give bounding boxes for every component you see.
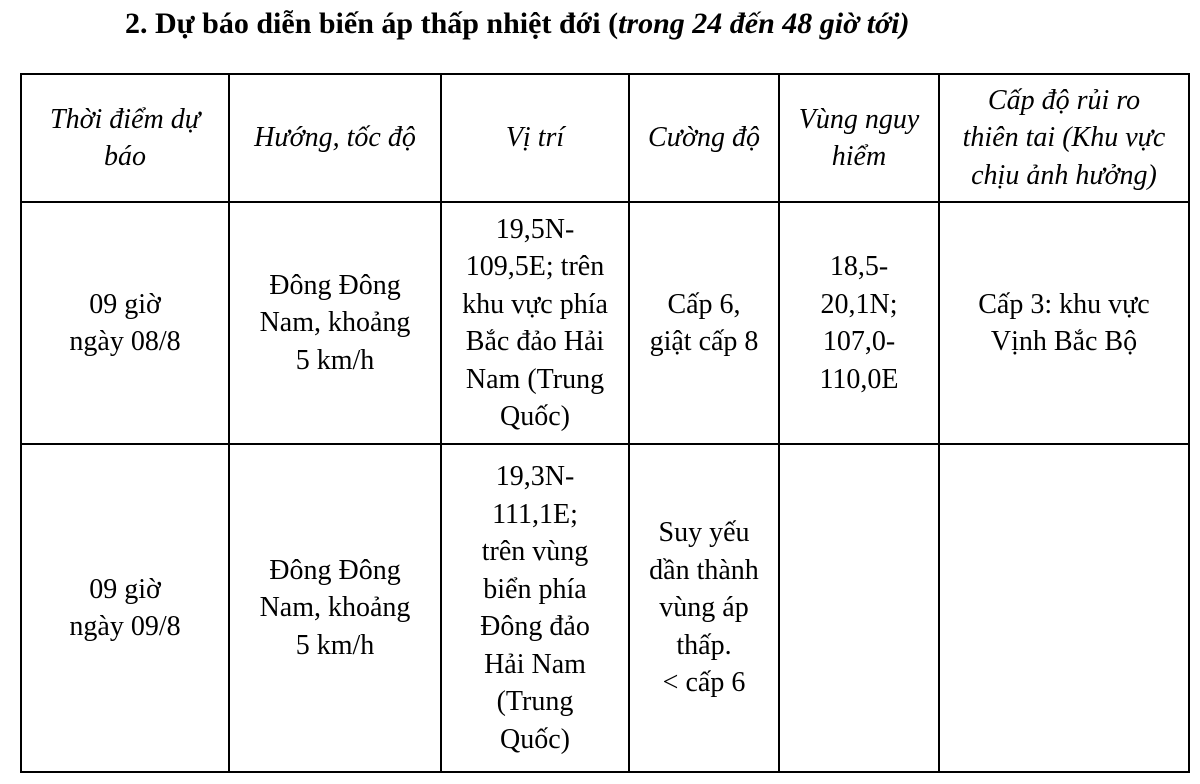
header-direction-speed: Hướng, tốc độ <box>229 74 441 202</box>
cell-danger-zone: 18,5- 20,1N; 107,0- 110,0E <box>779 202 939 444</box>
header-position: Vị trí <box>441 74 629 202</box>
cell-intensity: Cấp 6, giật cấp 8 <box>629 202 779 444</box>
table-header-row <box>21 74 1189 202</box>
cell-risk-level <box>939 444 1189 772</box>
heading-italic-text: trong 24 đến 48 giờ tới) <box>618 7 910 40</box>
table-row <box>21 202 1189 444</box>
header-intensity: Cường độ <box>629 74 779 202</box>
cell-position: 19,5N- 109,5E; trên khu vực phía Bắc đảo Hải Nam (Trung Quốc) <box>441 202 629 444</box>
header-forecast-time: Thời điểm dự báo <box>21 74 229 202</box>
cell-intensity: Suy yếu dần thành vùng áp thấp. < cấp 6 <box>629 444 779 772</box>
document-heading <box>125 2 909 46</box>
cell-risk-level: Cấp 3: khu vực Vịnh Bắc Bộ <box>939 202 1189 444</box>
cell-position: 19,3N- 111,1E; trên vùng biển phía Đông đảo Hải Nam (Trung Quốc) <box>441 444 629 772</box>
cell-direction-speed: Đông Đông Nam, khoảng 5 km/h <box>229 202 441 444</box>
heading-main-text: 2. Dự báo diễn biến áp thấp nhiệt đới ( <box>125 7 619 40</box>
cell-time: 09 giờ ngày 08/8 <box>21 202 229 444</box>
cell-danger-zone <box>779 444 939 772</box>
table-row <box>21 444 1189 772</box>
cell-time: 09 giờ ngày 09/8 <box>21 444 229 772</box>
header-risk-level: Cấp độ rủi ro thiên tai (Khu vực chịu ảnh hưởng) <box>939 74 1189 202</box>
header-danger-zone: Vùng nguy hiểm <box>779 74 939 202</box>
cell-direction-speed: Đông Đông Nam, khoảng 5 km/h <box>229 444 441 772</box>
forecast-table <box>20 73 1190 773</box>
